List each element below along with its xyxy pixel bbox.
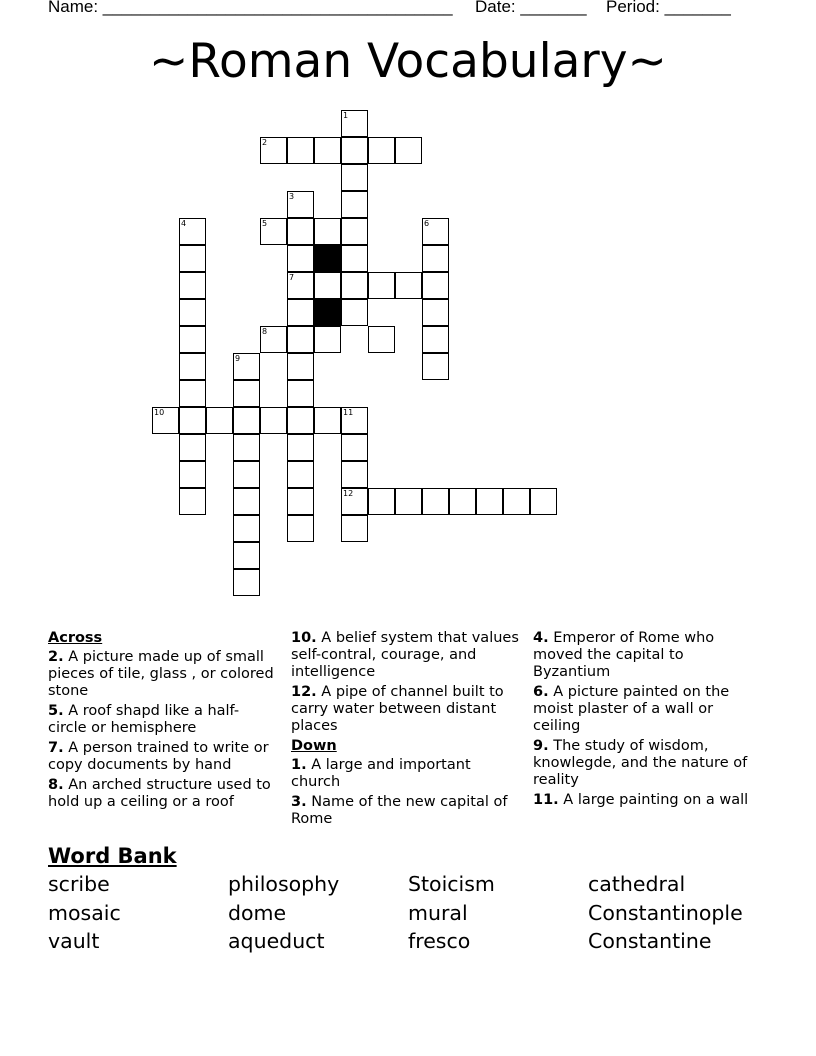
crossword-cell[interactable] [287, 299, 314, 326]
crossword-cell[interactable] [503, 488, 530, 515]
clue-heading-across: Across [48, 630, 103, 646]
clue-text: A belief system that values self-contral, courage, and intelligence [291, 630, 519, 680]
crossword-cell[interactable] [287, 353, 314, 380]
crossword-cell[interactable] [341, 299, 368, 326]
word-bank-item: Stoicism [408, 872, 495, 896]
clue-number-9: 9 [235, 354, 241, 363]
name-field-label[interactable]: Name: _____________________________________ [48, 0, 453, 16]
crossword-cell[interactable] [233, 515, 260, 542]
crossword-cell[interactable] [314, 272, 341, 299]
crossword-cell[interactable] [530, 488, 557, 515]
clues-column-3 [533, 630, 765, 812]
crossword-cell[interactable] [314, 326, 341, 353]
clue-text: The study of wisdom, knowlegde, and the nature of reality [533, 738, 748, 788]
clue-number: 3. [291, 794, 307, 810]
word-bank-item: fresco [408, 929, 471, 953]
clue-item [291, 684, 519, 735]
clues-column-1 [48, 630, 276, 814]
date-field-label[interactable]: Date: _______ [475, 0, 587, 16]
clue-number-6: 6 [424, 219, 430, 228]
crossword-cell[interactable] [179, 461, 206, 488]
crossword-cell[interactable] [422, 272, 449, 299]
clue-number: 6. [533, 684, 549, 700]
clue-text: A pipe of channel built to carry water between distant places [291, 684, 504, 734]
crossword-cell[interactable] [179, 434, 206, 461]
word-bank-item: philosophy [228, 872, 340, 896]
word-bank-item: mosaic [48, 900, 121, 925]
crossword-cell[interactable] [341, 434, 368, 461]
clue-number-4: 4 [181, 219, 187, 228]
clue-item [533, 738, 765, 789]
crossword-cell[interactable] [260, 407, 287, 434]
clue-text: Emperor of Rome who moved the capital to Byzantium [533, 630, 715, 680]
clue-number-11: 11 [343, 408, 354, 417]
crossword-cell[interactable] [233, 407, 260, 434]
crossword-block-cell [314, 299, 341, 326]
crossword-cell[interactable] [287, 137, 314, 164]
crossword-cell[interactable] [287, 461, 314, 488]
crossword-cell[interactable] [179, 299, 206, 326]
crossword-cell[interactable] [476, 488, 503, 515]
clue-item [48, 740, 276, 774]
crossword-cell[interactable] [233, 488, 260, 515]
clue-text: Name of the new capital of Rome [291, 794, 508, 827]
crossword-cell[interactable] [341, 164, 368, 191]
clue-heading-down: Down [291, 738, 337, 754]
crossword-cell[interactable] [179, 353, 206, 380]
crossword-cell[interactable] [287, 326, 314, 353]
crossword-cell[interactable] [179, 407, 206, 434]
clue-number: 11. [533, 792, 559, 808]
clue-item [291, 757, 519, 791]
clue-item [533, 792, 765, 809]
word-bank-item: mural [408, 900, 468, 925]
crossword-cell[interactable] [287, 407, 314, 434]
crossword-cell[interactable] [422, 353, 449, 380]
crossword-cell[interactable] [233, 434, 260, 461]
word-bank-item: dome [228, 900, 287, 925]
clue-item [48, 649, 276, 700]
crossword-cell[interactable] [449, 488, 476, 515]
word-bank-item: aqueduct [228, 929, 325, 953]
crossword-cell[interactable] [233, 569, 260, 596]
word-bank-title: Word Bank [48, 844, 177, 868]
crossword-cell[interactable] [179, 488, 206, 515]
crossword-cell[interactable] [422, 245, 449, 272]
clue-item [48, 777, 276, 811]
clue-number-10: 10 [154, 408, 165, 417]
crossword-cell[interactable] [314, 137, 341, 164]
crossword-cell[interactable] [341, 137, 368, 164]
clue-number: 7. [48, 740, 64, 756]
word-bank-item: vault [48, 929, 100, 953]
crossword-cell[interactable] [395, 488, 422, 515]
clue-text: A person trained to write or copy documents by hand [48, 740, 269, 773]
crossword-cell[interactable] [233, 542, 260, 569]
crossword-block-cell [314, 245, 341, 272]
clue-text: A roof shapd like a half-circle or hemisphere [48, 703, 240, 736]
clue-item [48, 703, 276, 737]
clue-number: 8. [48, 777, 64, 793]
crossword-cell[interactable] [341, 272, 368, 299]
crossword-cell[interactable] [422, 299, 449, 326]
crossword-cell[interactable] [395, 272, 422, 299]
word-bank-item: Constantine [588, 929, 712, 953]
crossword-cell[interactable] [287, 380, 314, 407]
crossword-cell[interactable] [341, 245, 368, 272]
word-bank-item: scribe [48, 872, 110, 896]
clue-number: 10. [291, 630, 317, 646]
clue-number: 1. [291, 757, 307, 773]
crossword-cell[interactable] [341, 461, 368, 488]
crossword-cell[interactable] [341, 515, 368, 542]
word-bank-item: cathedral [588, 872, 686, 896]
crossword-cell[interactable] [368, 272, 395, 299]
crossword-cell[interactable] [179, 245, 206, 272]
clue-text: A large and important church [291, 757, 471, 790]
crossword-cell[interactable] [287, 488, 314, 515]
clue-number: 4. [533, 630, 549, 646]
clue-number: 12. [291, 684, 317, 700]
crossword-cell[interactable] [422, 488, 449, 515]
crossword-cell[interactable] [368, 137, 395, 164]
clue-number-3: 3 [289, 192, 295, 201]
clue-number-12: 12 [343, 489, 354, 498]
clue-text: A picture made up of small pieces of tile, glass , or colored stone [48, 649, 274, 699]
clue-number-5: 5 [262, 219, 268, 228]
crossword-cell[interactable] [368, 326, 395, 353]
crossword-cell[interactable] [314, 218, 341, 245]
crossword-cell[interactable] [341, 191, 368, 218]
crossword-cell[interactable] [287, 515, 314, 542]
crossword-cell[interactable] [206, 407, 233, 434]
crossword-cell[interactable] [233, 461, 260, 488]
crossword-cell[interactable] [287, 218, 314, 245]
crossword-cell[interactable] [368, 488, 395, 515]
period-field-label[interactable]: Period: _______ [606, 0, 731, 16]
crossword-cell[interactable] [233, 380, 260, 407]
clue-item [533, 630, 765, 681]
crossword-cell[interactable] [287, 434, 314, 461]
crossword-cell[interactable] [314, 407, 341, 434]
clue-number: 9. [533, 738, 549, 754]
word-bank-item: Constantinople [588, 900, 743, 925]
clue-number-1: 1 [343, 111, 349, 120]
crossword-cell[interactable] [179, 272, 206, 299]
crossword-cell[interactable] [341, 218, 368, 245]
clues-column-2 [291, 630, 519, 831]
crossword-cell[interactable] [287, 245, 314, 272]
clue-number-2: 2 [262, 138, 268, 147]
clue-number: 5. [48, 703, 64, 719]
crossword-cell[interactable] [395, 137, 422, 164]
clue-number: 2. [48, 649, 64, 665]
clue-text: A large painting on a wall [558, 792, 749, 808]
crossword-cell[interactable] [179, 326, 206, 353]
clue-item [291, 630, 519, 681]
clue-number-8: 8 [262, 327, 268, 336]
crossword-cell[interactable] [179, 380, 206, 407]
clue-text: An arched structure used to hold up a ceiling or a roof [48, 777, 271, 810]
clue-number-7: 7 [289, 273, 295, 282]
clue-item [533, 684, 765, 735]
page-title: ~Roman Vocabulary~ [149, 34, 667, 89]
crossword-cell[interactable] [422, 326, 449, 353]
clue-text: A picture painted on the moist plaster of a wall or ceiling [533, 684, 730, 734]
clue-item [291, 794, 519, 828]
